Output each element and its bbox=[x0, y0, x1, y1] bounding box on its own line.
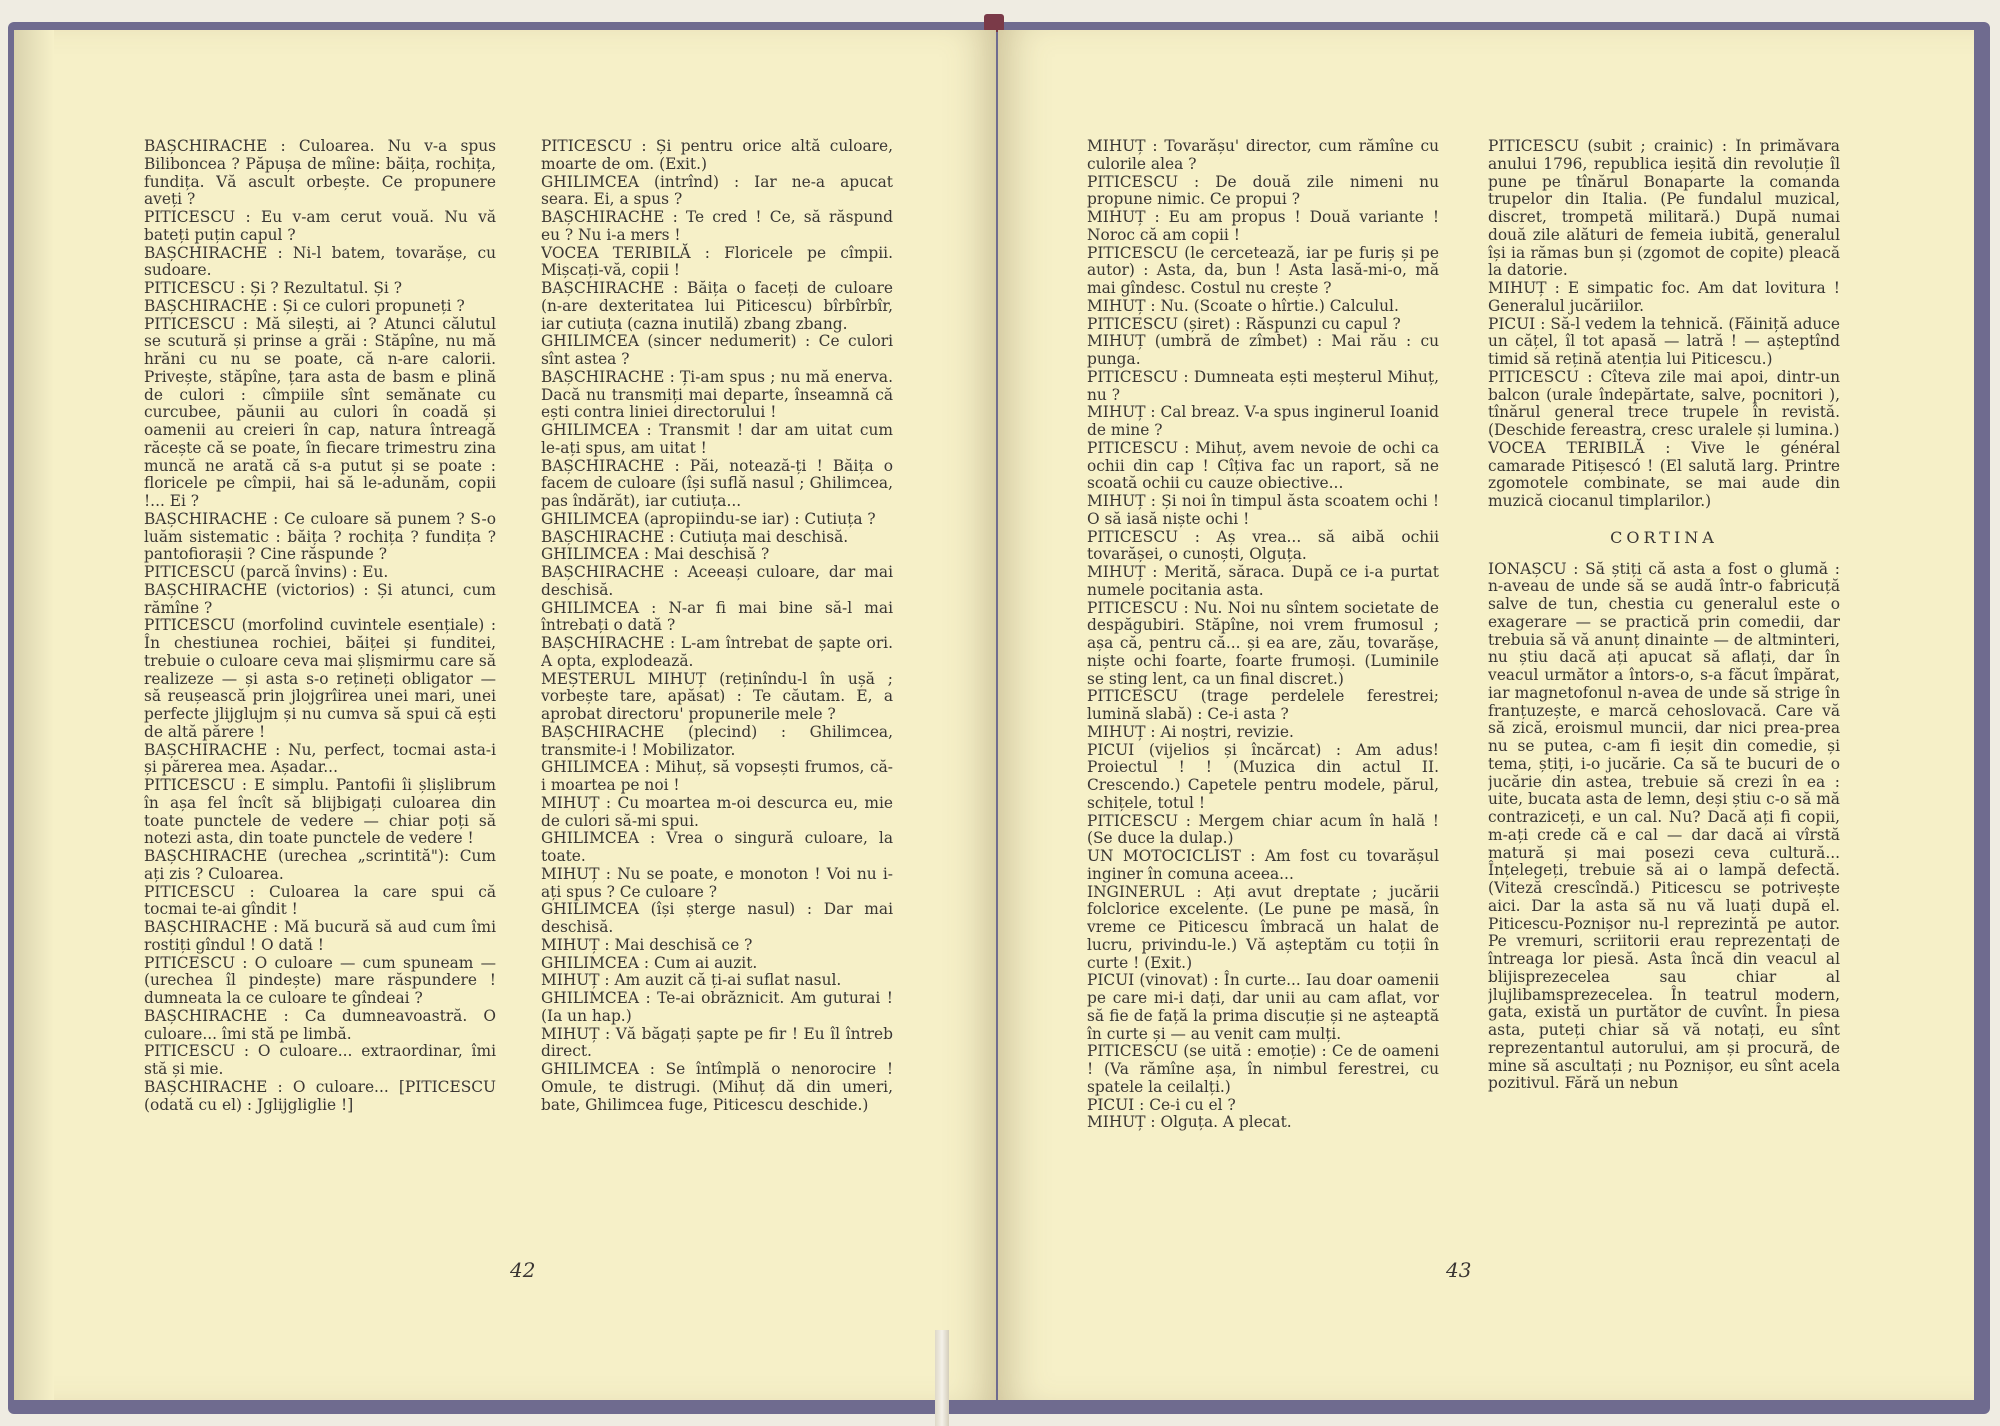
page-number-left: 42 bbox=[510, 1258, 536, 1282]
dialogue-paragraph: BAȘCHIRACHE : O culoare... [PITICESCU (odată cu el) : Jglijgliglie !] bbox=[144, 1077, 496, 1114]
dialogue-paragraph: PICUI (vinovat) : În curte... Iau doar oamenii pe care mi-i dați, dar unii au cam aflat, vor să fie de față la prima discuție și ne așteaptă în curte și — au venit cam mulți. bbox=[1087, 971, 1439, 1043]
dialogue-paragraph: BAȘCHIRACHE : Te cred ! Ce, să răspund eu ? Nu i-a mers ! bbox=[541, 208, 893, 244]
dialogue-paragraph: MIHUȚ : E simpatic foc. Am dat lovitura ! Generalul jucăriilor. bbox=[1488, 279, 1840, 315]
dialogue-paragraph: MIHUȚ : Mai deschisă ce ? bbox=[541, 935, 753, 954]
dialogue-paragraph: BAȘCHIRACHE : Ni-l batem, tovarășe, cu sudoare. bbox=[144, 243, 496, 280]
dialogue-paragraph: GHILIMCEA (apropiindu-se iar) : Cutiuța ? bbox=[541, 509, 876, 528]
dialogue-paragraph: PITICESCU : O culoare... extraordinar, îmi stă și mie. bbox=[144, 1042, 496, 1078]
dialogue-paragraph: GHILIMCEA : Cum ai auzit. bbox=[541, 953, 758, 972]
dialogue-paragraph: MIHUȚ : Cal breaz. V-a spus inginerul Ioanid de mine ? bbox=[1087, 403, 1439, 439]
right-page-column-2 bbox=[1488, 138, 1840, 1268]
dialogue-paragraph: GHILIMCEA : Te-ai obrăznicit. Am guturai ! (Ia un hap.) bbox=[541, 989, 893, 1025]
dialogue-paragraph: PITICESCU : O culoare — cum spuneam — (urechea îl pindește) mare răspundere ! dumneata la ce culoare te gîndeai ? bbox=[144, 953, 496, 1007]
dialogue-paragraph: MIHUȚ : Ai noștri, revizie. bbox=[1087, 722, 1294, 741]
right-page bbox=[998, 30, 1974, 1400]
dialogue-paragraph: BAȘCHIRACHE : Mă bucură să aud cum îmi rostiți gîndul ! O dată ! bbox=[144, 918, 496, 954]
dialogue-paragraph: PITICESCU : Eu v-am cerut vouă. Nu vă bateți puțin capul ? bbox=[144, 208, 496, 244]
dialogue-paragraph: PITICESCU : Și pentru orice altă culoare, moarte de om. (Exit.) bbox=[541, 138, 893, 173]
right-page-column-1 bbox=[1087, 138, 1439, 1268]
dialogue-paragraph: MIHUȚ : Vă băgați șapte pe fir ! Eu îl întreb direct. bbox=[541, 1024, 893, 1061]
dialogue-paragraph: MIHUȚ : Eu am propus ! Două variante ! Noroc că am copii ! bbox=[1087, 208, 1439, 244]
dialogue-paragraph: UN MOTOCICLIST : Am fost cu tovarășul inginer în comuna aceea... bbox=[1087, 847, 1439, 883]
dialogue-paragraph: PITICESCU (le cercetează, iar pe furiș și pe autor) : Asta, da, bun ! Asta lasă-mi-o, mă mai gîndesc. Costul nu crește ? bbox=[1087, 243, 1439, 297]
dialogue-paragraph: GHILIMCEA : Mihuț, să vopsești frumos, că-i moartea pe noi ! bbox=[541, 758, 893, 794]
dialogue-paragraph: BAȘCHIRACHE : Ca dumneavoastră. O culoare... îmi stă pe limbă. bbox=[144, 1006, 496, 1043]
dialogue-paragraph: BAȘCHIRACHE : Ți-am spus ; nu mă enerva. Dacă nu transmiți mai departe, înseamnă că ești contra liniei directorului ! bbox=[541, 367, 893, 422]
dialogue-paragraph: MIHUȚ : Olguța. A plecat. bbox=[1087, 1113, 1292, 1132]
dialogue-paragraph: MIHUȚ : Tovarășu' director, cum rămîne cu culorile alea ? bbox=[1087, 138, 1439, 173]
dialogue-paragraph: MIHUȚ : Nu. (Scoate o hîrtie.) Calculul. bbox=[1087, 296, 1399, 315]
dialogue-paragraph: BAȘCHIRACHE : Și ce culori propuneți ? bbox=[144, 296, 465, 315]
dialogue-paragraph: PICUI (vijelios și încărcat) : Am adus! Proiectul ! ! (Muzica din actul II. Crescendo.) Capetele pentru modele, părul, schițele, totul ! bbox=[1087, 740, 1439, 812]
dialogue-paragraph: MIHUȚ : Cu moartea m-oi descurca eu, mie de culori să-mi spui. bbox=[541, 793, 893, 830]
left-page-column-2 bbox=[541, 138, 893, 1268]
dialogue-paragraph: BAȘCHIRACHE (victorios) : Și atunci, cum rămîne ? bbox=[144, 580, 496, 617]
left-page-column-1 bbox=[144, 138, 496, 1268]
dialogue-paragraph: PITICESCU : De două zile nimeni nu propune nimic. Ce propui ? bbox=[1087, 172, 1439, 209]
dialogue-paragraph: PITICESCU (subit ; crainic) : În primăvara anului 1796, republica ieșită din revoluție îl pune pe tînărul Bonaparte la comanda trupelor din Italia. (Pe fundalul muzical, discret, trompetă militară.) După numai două zile alături de femeia iubită, generalul își ia rămas bun și (zgomot de copite) pleacă la datorie. bbox=[1488, 138, 1840, 280]
dialogue-paragraph: INGINERUL : Ați avut dreptate ; jucării folclorice excelente. (Le pune pe masă, în vreme ce Piticescu îmbracă un halat de lucru, privindu-le.) Vă așteptăm cu toții în curte ! (Exit.) bbox=[1087, 882, 1439, 972]
dialogue-paragraph: BAȘCHIRACHE : Ce culoare să punem ? S-o luăm sistematic : băița ? rochița ? fundița ? pantofiorașii ? Cine răspunde ? bbox=[144, 509, 496, 564]
dialogue-paragraph: PITICESCU (morfolind cuvintele esențiale) : În chestiunea rochiei, băiței și funditei, trebuie o culoare ceva mai șlișmirmu care să realizeze — și asta s-o rețineți obligator — să reușească prin jlojgrîirea unei mari, unei perfecte jlijglujm și nu cumva să spui că ești de altă părere ! bbox=[144, 616, 496, 741]
dialogue-paragraph: PITICESCU : E simplu. Pantofii îi șlișlibrum în așa fel încît să blijbigați culoarea din toate punctele de vedere — chiar poți să notezi asta, din toate punctele de vedere ! bbox=[144, 776, 496, 848]
dialogue-paragraph: PITICESCU : Cîteva zile mai apoi, dintr-un balcon (urale îndepărtate, salve, pocnitori ), tînărul general trece trupele în revistă. (Deschide fereastra, cresc uralele și lumina.) bbox=[1488, 367, 1840, 439]
dialogue-paragraph: GHILIMCEA (intrînd) : Iar ne-a apucat seara. Ei, a spus ? bbox=[541, 172, 893, 209]
dialogue-paragraph: BAȘCHIRACHE : Băița o faceți de culoare (n-are dexteritatea lui Piticescu) bîrbîrbîr, iar cutiuța (cazna inutilă) zbang zbang. bbox=[541, 279, 893, 333]
dialogue-paragraph: PICUI : Să-l vedem la tehnică. (Făiniță aduce un cățel, îl tot apasă — latră ! — așteptînd timid să rețină atenția lui Piticescu.) bbox=[1488, 314, 1840, 368]
dialogue-paragraph: PITICESCU (parcă învins) : Eu. bbox=[144, 563, 389, 581]
dialogue-paragraph: BAȘCHIRACHE : Aceeași culoare, dar mai deschisă. bbox=[541, 563, 893, 599]
dialogue-paragraph: BAȘCHIRACHE : L-am întrebat de șapte ori. A opta, explodează. bbox=[541, 634, 893, 670]
dialogue-paragraph: PITICESCU : Culoarea la care spui că tocmai te-ai gîndit ! bbox=[144, 882, 496, 919]
dialogue-paragraph: MEȘTERUL MIHUȚ (reținîndu-l în ușă ; vorbește tare, apăsat) : Te căutam. E, a aprobat directoru' propunerile mele ? bbox=[541, 669, 893, 723]
dialogue-paragraph: BAȘCHIRACHE : Nu, perfect, tocmai asta-i și părerea mea. Așadar... bbox=[144, 740, 496, 777]
dialogue-paragraph: PITICESCU : Mihuț, avem nevoie de ochi ca ochii din cap ! Cîțiva fac un raport, să ne scoată ochii cu cauze obiective... bbox=[1087, 438, 1439, 493]
dialogue-paragraph: PITICESCU : Dumneata ești meșterul Mihuț, nu ? bbox=[1087, 367, 1439, 404]
dialogue-paragraph: PITICESCU : Mergem chiar acum în hală ! (Se duce la dulap.) bbox=[1087, 811, 1439, 848]
dialogue-paragraph: PITICESCU : Mă silești, ai ? Atunci călutul se scutură și prinse a grăi : Stăpîne, nu mă hrăni cu nu se poate, că n-are calorii. Privește, stăpîne, țara asta de basm e plină de culori : cîmpiile sînt semănate cu curcubee, păunii au culori în coadă și oamenii au creieri în cap, natura întreagă răcește că se poate, în fiecare trimestru zina muncă ne arată că s-a putut și se poate : floricele pe cîmpii, hai să le-adunăm, copii !... Ei ? bbox=[144, 314, 496, 510]
dialogue-paragraph: PITICESCU (șiret) : Răspunzi cu capul ? bbox=[1087, 314, 1401, 333]
dialogue-paragraph: IONAȘCU : Să știți că asta a fost o glumă : n-aveau de unde să se audă într-o fabricuță salve de tun, chestia cu generalul este o exagerare — se practică prin comedii, dar trebuia să vă anunț dinainte — de altminteri, nu știu dacă ați apucat să aflați, dar în veacul următor a întors-o, s-a făcut împărat, iar magnetofonul n-avea de unde să strige în franțuzește, e marcă cehoslovacă. Care vă să zică, eroismul muncii, dar nici prea-prea nu se putea, c-am fi ieșit din comedie, și tema, știți, i-o jucărie. Ca să te bucuri de o jucărie din astea, trebuie să crezi în ea : uite, bucata asta de lemn, deși știu c-o să mă contraziceți, e un cal. Nu? Dacă ați fi copii, m-ați crede că e cal — dar dacă ai vîrstă matură și mai posezi ceva cultură... Înțelegeți, trebuie să ai o lampă defectă. (Viteză crescîndă.) Piticescu se potrivește aici. Dar la asta să nu vă luați după el. Piticescu-Poznișor nu-l reprezintă pe autor. Pe vremuri, scriitorii erau reprezentați de întreaga lor piesă. Asta încă din veacul al blijisprezecelea sau chiar al jlujlibamsprezecelea. În teatrul modern, gata, există un purtător de cuvînt. În piesa asta, puteți chiar să vă notați, eu sînt reprezentantul autorului, am și procură, de mine să ascultați ; nu Poznișor, eu sînt acela pozitivul. Fără un nebun bbox=[1488, 559, 1840, 1093]
dialogue-paragraph: GHILIMCEA : Vrea o singură culoare, la toate. bbox=[541, 829, 893, 865]
left-page bbox=[14, 30, 996, 1400]
dialogue-paragraph: MIHUȚ (umbră de zîmbet) : Mai rău : cu punga. bbox=[1087, 332, 1439, 368]
dialogue-paragraph: PITICESCU (trage perdelele ferestrei; lumină slabă) : Ce-i asta ? bbox=[1087, 687, 1439, 723]
dialogue-paragraph: GHILIMCEA (își șterge nasul) : Dar mai deschisă. bbox=[541, 900, 893, 936]
dialogue-paragraph: GHILIMCEA : Se întîmplă o nenorocire ! Omule, te distrugi. (Mihuț dă din umeri, bate, Ghilimcea fuge, Piticescu deschide.) bbox=[541, 1060, 893, 1114]
dialogue-paragraph: BAȘCHIRACHE (plecind) : Ghilimcea, transmite-i ! Mobilizator. bbox=[541, 722, 893, 759]
dialogue-paragraph: MIHUȚ : Și noi în timpul ăsta scoatem ochi ! O să iasă niște ochi ! bbox=[1087, 492, 1439, 528]
dialogue-paragraph: GHILIMCEA : Transmit ! dar am uitat cum le-ați spus, am uitat ! bbox=[541, 421, 893, 457]
dialogue-paragraph: GHILIMCEA : Mai deschisă ? bbox=[541, 545, 770, 564]
dialogue-paragraph: MIHUȚ : Am auzit că ți-ai suflat nasul. bbox=[541, 971, 842, 990]
curtain-heading: CORTINA bbox=[1610, 527, 1718, 547]
dialogue-paragraph: GHILIMCEA (sincer nedumerit) : Ce culori sînt astea ? bbox=[541, 332, 893, 368]
dialogue-paragraph: VOCEA TERIBILĂ : Floricele pe cîmpii. Mișcați-vă, copii ! bbox=[541, 243, 893, 280]
dialogue-paragraph: BAȘCHIRACHE : Culoarea. Nu v-a spus Biliboncea ? Păpușa de mîine: băița, rochița, fundița. Vă ascult orbește. Ce propunere aveți ? bbox=[144, 138, 496, 209]
dialogue-paragraph: PITICESCU : Și ? Rezultatul. Și ? bbox=[144, 279, 402, 297]
dialogue-paragraph: PITICESCU (se uită : emoție) : Ce de oameni ! (Va rămîne așa, în nimbul ferestrei, cu spatele la ceilalți.) bbox=[1087, 1042, 1439, 1096]
dialogue-paragraph: PITICESCU : Nu. Noi nu sîntem societate de despăgubiri. Stăpîne, noi vrem frumosul ; așa că, pentru că... și ea are, zău, tovarășe, niște ochi foarte, foarte frumoși. (Luminile se sting lent, ca un final discret.) bbox=[1087, 598, 1439, 688]
dialogue-paragraph: MIHUȚ : Nu se poate, e monoton ! Voi nu i-ați spus ? Ce culoare ? bbox=[541, 864, 893, 901]
dialogue-paragraph: BAȘCHIRACHE (urechea „scrintită"): Cum ați zis ? Culoarea. bbox=[144, 847, 496, 883]
dialogue-paragraph: MIHUȚ : Merită, săraca. După ce i-a purtat numele pocitania asta. bbox=[1087, 563, 1439, 599]
dialogue-paragraph: PICUI : Ce-i cu el ? bbox=[1087, 1095, 1236, 1114]
bookmark-ribbon bbox=[935, 1330, 949, 1426]
dialogue-paragraph: PITICESCU : Aș vrea... să aibă ochii tovarășei, o cunoști, Olguța. bbox=[1087, 527, 1439, 564]
dialogue-paragraph: BAȘCHIRACHE : Cutiuța mai deschisă. bbox=[541, 527, 849, 546]
dialogue-paragraph: GHILIMCEA : N-ar fi mai bine să-l mai întrebați o dată ? bbox=[541, 598, 893, 635]
page-number-right: 43 bbox=[1446, 1258, 1472, 1282]
dialogue-paragraph: VOCEA TERIBILĂ : Vive le général camarade Pitișescó ! (El salută larg. Printre zgomotele combinate, se mai aude din muzică ciocanul timplarilor.) bbox=[1488, 438, 1840, 510]
dialogue-paragraph: BAȘCHIRACHE : Păi, notează-ți ! Băița o facem de culoare (își suflă nasul ; Ghilimcea, pas îndărăt), iar cutiuța... bbox=[541, 456, 893, 510]
